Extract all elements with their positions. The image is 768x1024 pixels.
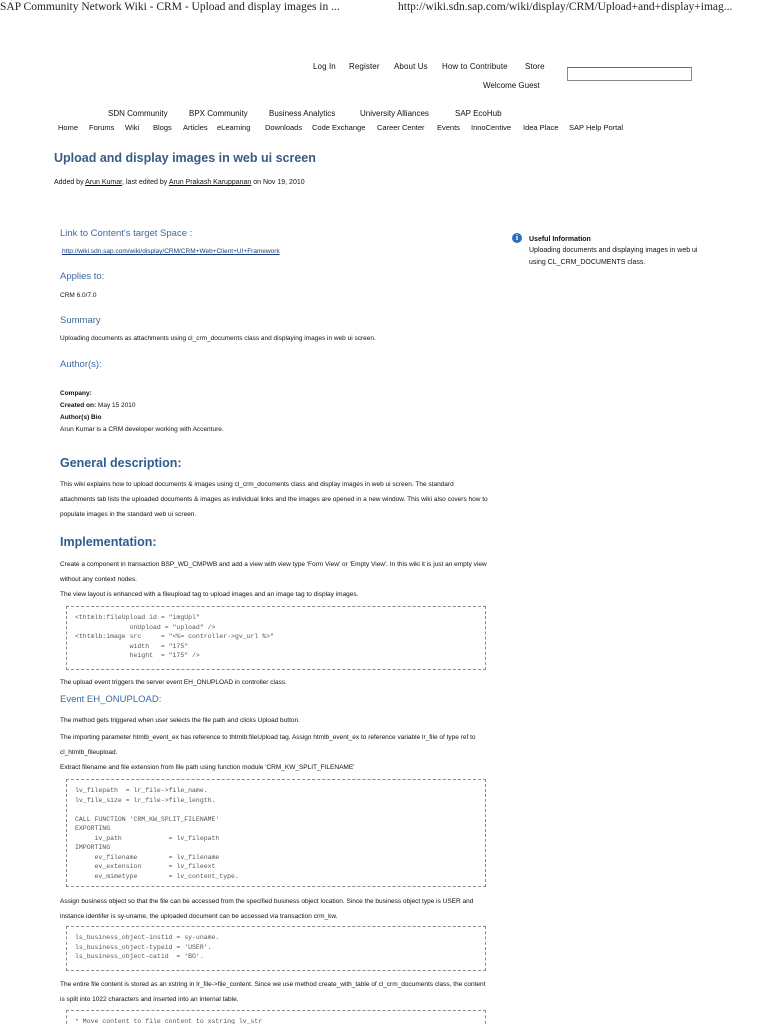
store-link[interactable]: Store [525, 62, 545, 71]
nav-career-center[interactable]: Career Center [377, 123, 425, 132]
event-heading: Event EH_ONUPLOAD: [60, 694, 162, 705]
byline-prefix: Added by [54, 179, 86, 186]
applies-heading: Applies to: [60, 271, 105, 282]
general-description-heading: General description: [60, 456, 182, 470]
how-to-contribute-link[interactable]: How to Contribute [442, 62, 508, 71]
info-icon: i [512, 233, 522, 243]
register-link[interactable]: Register [349, 62, 380, 71]
nav-events[interactable]: Events [437, 123, 460, 132]
nav-articles[interactable]: Articles [183, 123, 208, 132]
nav-blogs[interactable]: Blogs [153, 123, 172, 132]
code-block-business-object: ls_business_object-instid = sy-uname. ls_business_object-typeid = 'USER'. ls_business_object-catid = 'BO'. [66, 926, 486, 971]
assign-business-object-text: Assign business object so that the file can be accessed from the specified business object location. Since the business object type is USER and instance identifer is sy-uname, the uploaded document can be accessed via transaction crm_kw. [60, 898, 474, 920]
summary-text: Uploading documents as attachments using cl_crm_documents class and displaying images in web ui screen. [60, 335, 376, 342]
created-value: May 15 2010 [97, 402, 136, 409]
link-section-heading: Link to Content's target Space : [60, 228, 193, 239]
implementation-heading: Implementation: [60, 535, 157, 549]
editor-link[interactable]: Arun Prakash Karuppanan [168, 179, 252, 186]
event-text-1: The method gets triggered when user selects the file path and clicks Upload button. [60, 717, 300, 724]
event-text-2: The importing parameter htmlb_event_ex has reference to thtmlb:fileUpload tag. Assign htmlb_event_ex to reference variable lr_file of type ref to cl_htmlb_fileupload. [60, 734, 476, 756]
search-input[interactable] [567, 67, 692, 81]
community-link-bpx[interactable]: BPX Community [189, 109, 248, 118]
authors-heading: Author(s): [60, 359, 102, 370]
code-block-fileupload: <thtmlb:fileUpload id = "imgUpl" onUpload = "upload" /> <thtmlb:image src = "<%= controller->gv_url %>" width = "175" height = "175" /> [66, 606, 486, 670]
byline-mid: , last edited by [122, 179, 169, 186]
nav-innocentive[interactable]: InnoCentive [471, 123, 512, 132]
info-box-title: Useful Information [529, 236, 591, 243]
company-line [60, 390, 92, 397]
byline-suffix: on Nov 19, 2010 [251, 179, 305, 186]
nav-downloads[interactable]: Downloads [265, 123, 303, 132]
general-description-text: This wiki explains how to upload documents & images using cl_crm_documents class and display images in web ui screen. The standard attachments tab lists the uploaded documents & images as individual links and the images are opened in a new window. This wiki also covers how to populate images in the standard web ui screen. [60, 481, 488, 518]
info-box-body: Uploading documents and displaying images in web ui using CL_CRM_DOCUMENTS class. [529, 247, 698, 266]
author-bio-label: Author(s) Bio [60, 414, 102, 421]
applies-text: CRM 6.0/7.0 [60, 292, 97, 299]
nav-sap-help-portal[interactable]: SAP Help Portal [569, 123, 624, 132]
byline [54, 179, 305, 186]
community-link-business-analytics[interactable]: Business Analytics [269, 109, 336, 118]
code-block-xstring: * Move content to file content to xstring lv_str [66, 1010, 486, 1024]
welcome-text: Welcome Guest [483, 81, 540, 90]
print-header [0, 0, 768, 16]
created-label: Created on: [60, 402, 98, 409]
author-bio-text: Arun Kumar is a CRM developer working with Accenture. [60, 426, 224, 433]
created-line [60, 402, 136, 409]
author-link[interactable]: Arun Kumar [85, 179, 123, 186]
about-us-link[interactable]: About Us [394, 62, 428, 71]
company-label: Company: [60, 390, 92, 397]
bio-label-line [60, 414, 102, 421]
page-title: Upload and display images in web ui screen [54, 151, 316, 165]
community-link-university-alliances[interactable]: University Alliances [360, 109, 429, 118]
print-page-url: http://wiki.sdn.sap.com/wiki/display/CRM/Upload+and+display+imag... [398, 1, 733, 13]
nav-home[interactable]: Home [58, 123, 79, 132]
login-link[interactable]: Log In [313, 62, 336, 71]
nav-idea-place[interactable]: Idea Place [523, 123, 559, 132]
print-page-title: SAP Community Network Wiki - CRM - Upload and display images in ... [0, 1, 340, 13]
summary-heading: Summary [60, 315, 101, 326]
code-block-split-filename: lv_filepath = lr_file->file_name. lv_file_size = lr_file->file_length. CALL FUNCTION 'CRM_KW_SPLIT_FILENAME' EXPORTING iv_path = lv_filepath IMPORTING ev_filename = lv_filename ev_extension = lv_fileext ev_mimetype = lv_content_type. [66, 779, 486, 887]
event-text-3: Extract filename and file extension from file path using function module 'CRM_KW_SPLIT_FILENAME' [60, 764, 355, 771]
nav-elearning[interactable]: eLearning [217, 123, 251, 132]
file-content-text: The entire file content is stored as an xstring in lr_file->file_content. Since we use method create_with_table of cl_crm_documents class, the content is split into 1022 characters and inserted into an internal table. [60, 981, 486, 1003]
implementation-text-1: Create a component in transaction BSP_WD_CMPWB and add a view with view type 'Form View' or 'Empty View'. In this wiki it is just an empty view without any context nodes. [60, 561, 487, 583]
implementation-text-2: The view layout is enhanced with a fileupload tag to upload images and an image tag to display images. [60, 591, 359, 598]
nav-forums[interactable]: Forums [89, 123, 115, 132]
community-link-ecohub[interactable]: SAP EcoHub [455, 109, 502, 118]
nav-wiki[interactable]: Wiki [125, 123, 140, 132]
nav-code-exchange[interactable]: Code Exchange [312, 123, 366, 132]
community-link-sdn[interactable]: SDN Community [108, 109, 168, 118]
target-space-link[interactable]: http://wiki.sdn.sap.com/wiki/display/CRM/CRM+Web+Client+UI+Framework [62, 248, 280, 255]
upload-event-text: The upload event triggers the server event EH_ONUPLOAD in controller class. [60, 679, 287, 686]
